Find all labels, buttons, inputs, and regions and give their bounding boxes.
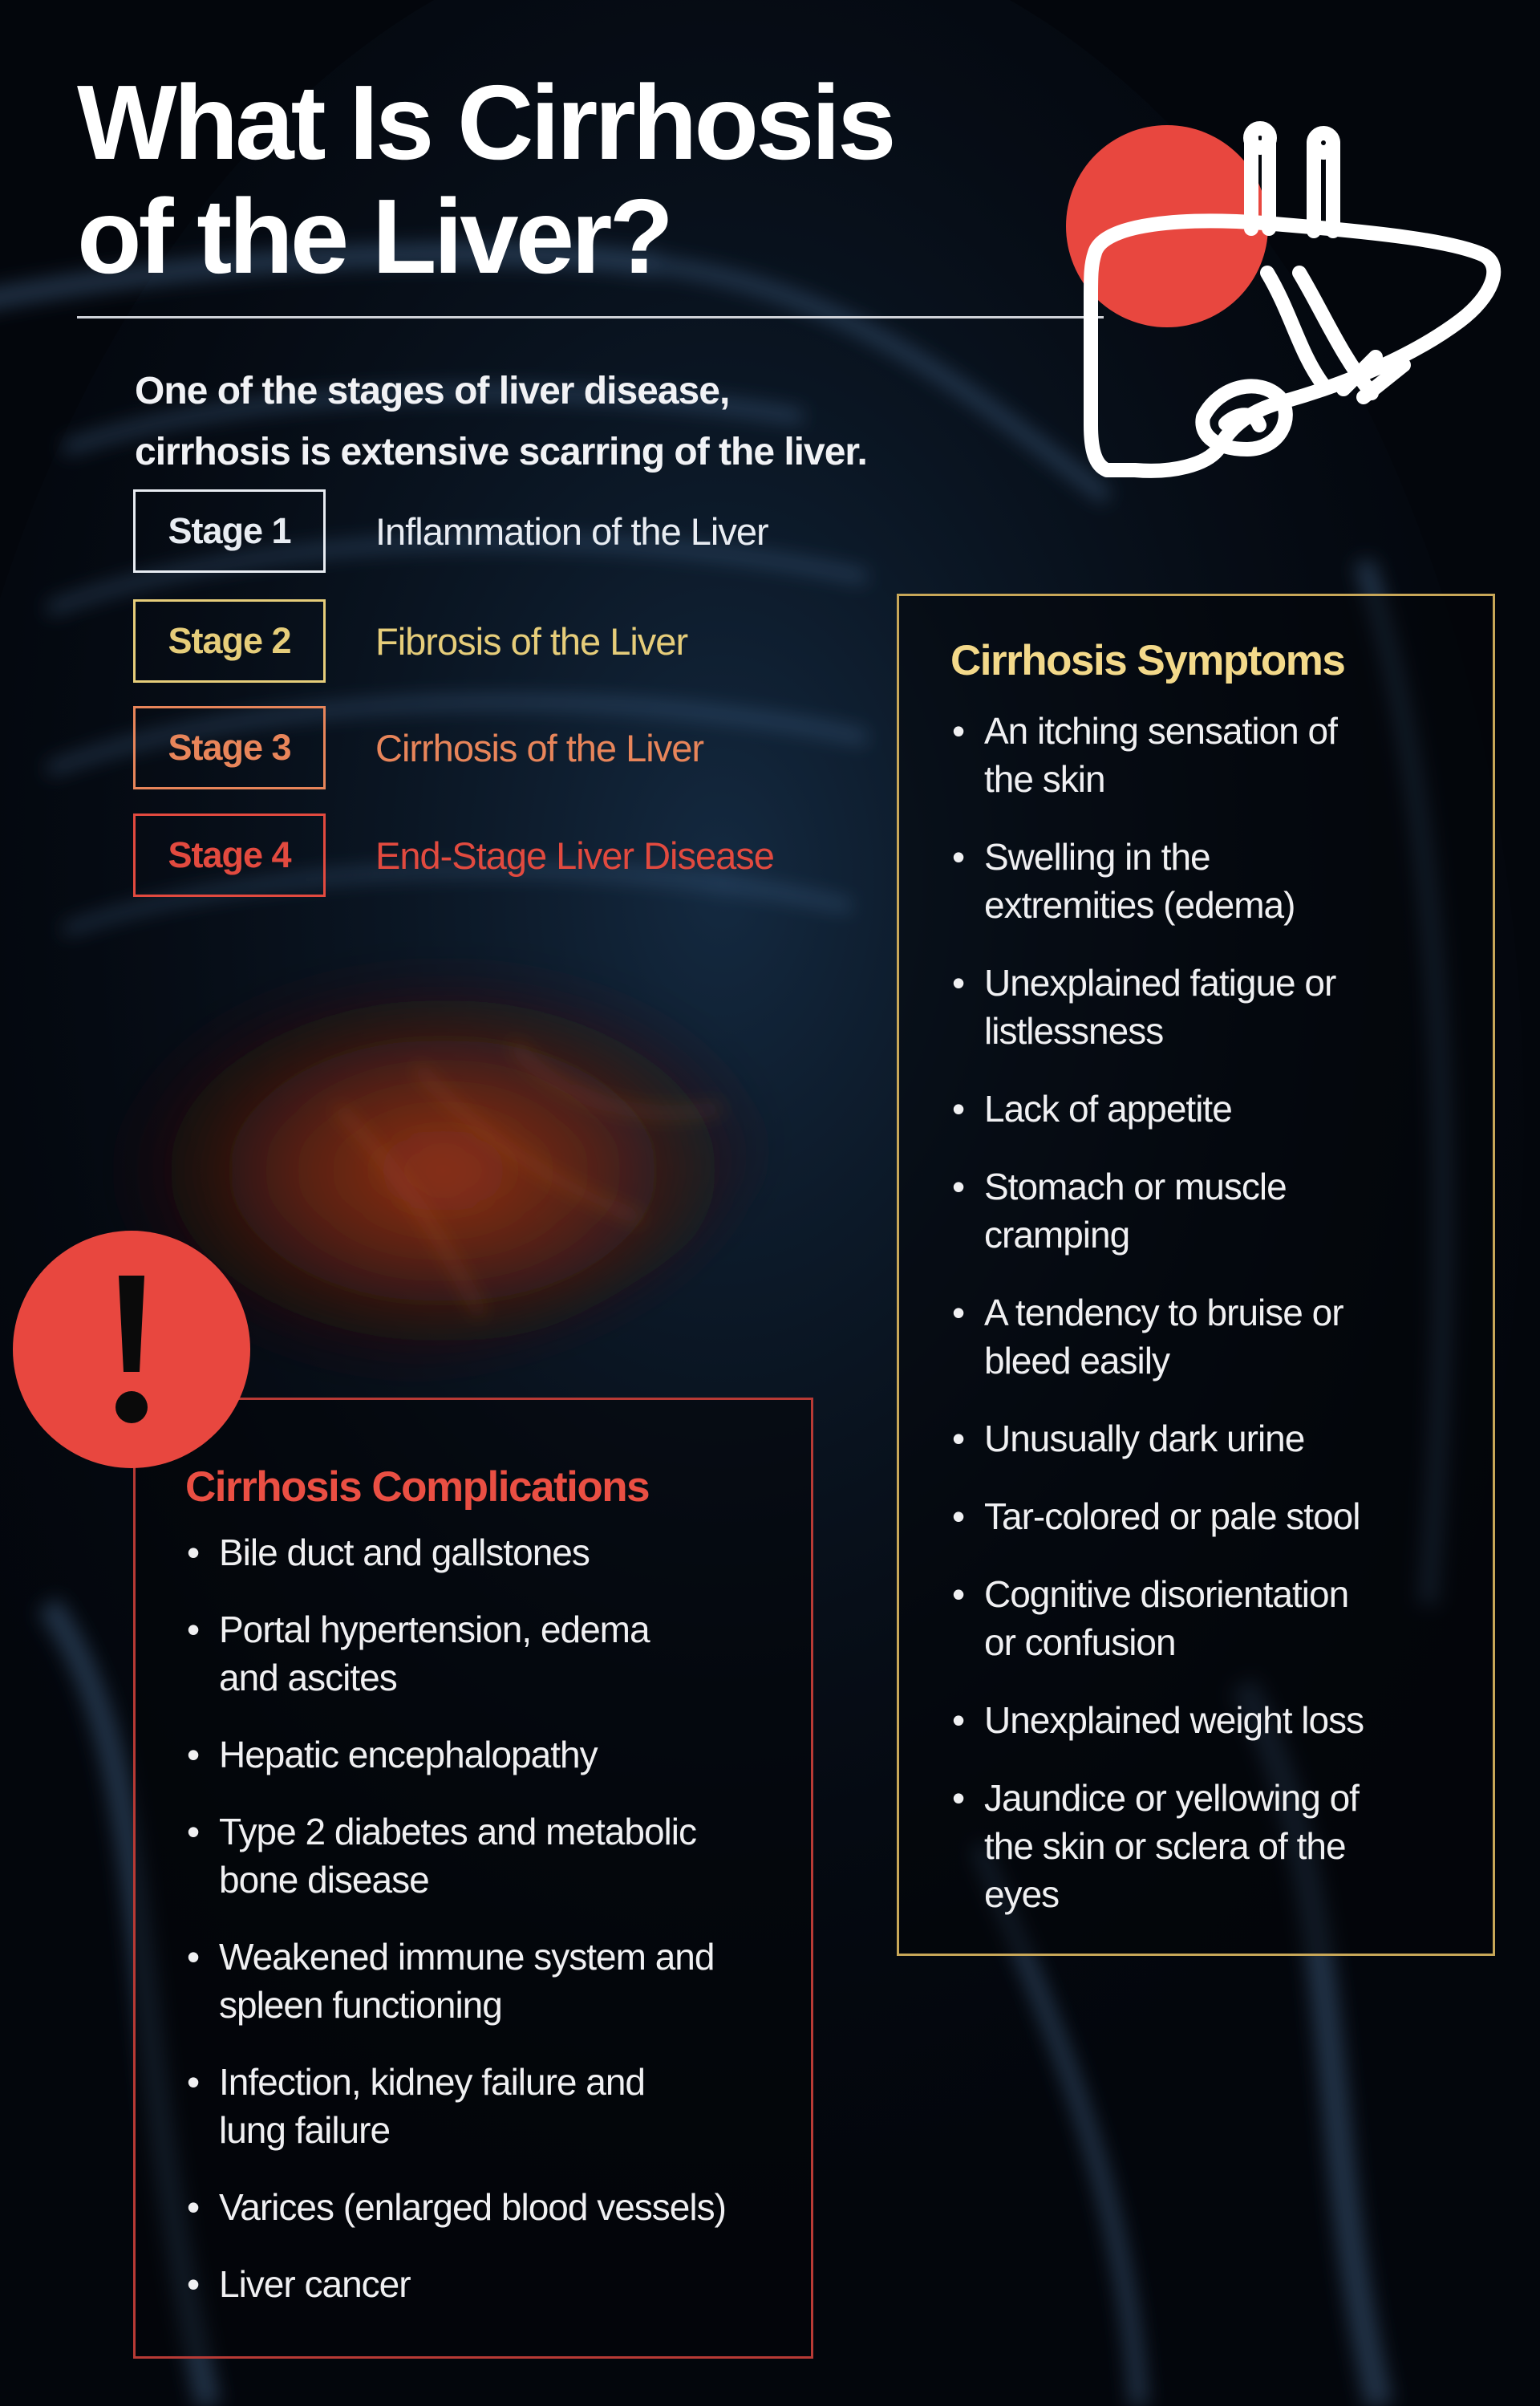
stage-label-box: Stage 1: [133, 489, 326, 573]
bullet-icon: •: [187, 1734, 200, 1775]
symptoms-item: [950, 1492, 1480, 1540]
complications-item-line: and ascites: [219, 1657, 397, 1698]
complications-item: [185, 1605, 811, 1702]
symptoms-title: Cirrhosis Symptoms: [950, 637, 1345, 684]
complications-item-line: Hepatic encephalopathy: [219, 1734, 598, 1775]
bullet-icon: •: [187, 1532, 200, 1573]
complications-panel: [133, 1398, 813, 2359]
symptoms-item: [950, 1162, 1480, 1259]
symptoms-item: [950, 833, 1480, 929]
symptoms-list: [950, 707, 1480, 1948]
stage-description: Inflammation of the Liver: [375, 509, 768, 553]
intro-line-1: One of the stages of liver disease,: [135, 370, 730, 412]
bullet-icon: •: [952, 1495, 965, 1537]
complications-list: [185, 1528, 811, 2337]
bullet-icon: •: [187, 2263, 200, 2305]
symptoms-item: [950, 1570, 1480, 1666]
complications-item-line: Infection, kidney failure and: [219, 2061, 646, 2103]
bullet-icon: •: [952, 1088, 965, 1130]
symptoms-item: [950, 1774, 1480, 1918]
bullet-icon: •: [187, 2061, 200, 2103]
symptoms-item-line: A tendency to bruise or: [984, 1292, 1343, 1333]
stage-label-box: Stage 3: [133, 706, 326, 789]
stage-description: End-Stage Liver Disease: [375, 834, 774, 877]
symptoms-item-line: bleed easily: [984, 1340, 1169, 1382]
symptoms-item: [950, 707, 1480, 803]
bullet-icon: •: [952, 1777, 965, 1819]
bullet-icon: •: [952, 1166, 965, 1207]
symptoms-item-line: Unexplained weight loss: [984, 1699, 1364, 1741]
symptoms-item-line: cramping: [984, 1214, 1130, 1256]
symptoms-item-line: or confusion: [984, 1621, 1176, 1663]
title-divider: [77, 316, 1104, 319]
stage-description: Fibrosis of the Liver: [375, 619, 688, 663]
stage-row-1: [133, 488, 768, 574]
complications-item: [185, 1933, 811, 2029]
bullet-icon: •: [952, 1418, 965, 1459]
complications-item-line: Bile duct and gallstones: [219, 1532, 590, 1573]
stage-description: Cirrhosis of the Liver: [375, 726, 703, 769]
complications-item: [185, 1730, 811, 1779]
symptoms-item-line: Lack of appetite: [984, 1088, 1232, 1130]
page-title: [77, 63, 1040, 295]
title-line-2: of the Liver?: [77, 177, 671, 295]
complications-title: Cirrhosis Complications: [185, 1463, 650, 1511]
complications-item-line: Weakened immune system and: [219, 1936, 715, 1978]
intro-text: [135, 361, 937, 483]
complications-item-line: spleen functioning: [219, 1984, 502, 2026]
symptoms-item-line: An itching sensation of: [984, 710, 1337, 752]
bullet-icon: •: [952, 1699, 965, 1741]
symptoms-item-line: extremities (edema): [984, 884, 1295, 926]
complications-item-line: Varices (enlarged blood vessels): [219, 2186, 726, 2228]
bullet-icon: •: [952, 1573, 965, 1615]
complications-item: [185, 1808, 811, 1904]
symptoms-item: [950, 1696, 1480, 1744]
symptoms-item-line: Jaundice or yellowing of: [984, 1777, 1359, 1819]
symptoms-item: [950, 1085, 1480, 1133]
bullet-icon: •: [952, 710, 965, 752]
complications-item-line: bone disease: [219, 1859, 429, 1901]
symptoms-item: [950, 1288, 1480, 1385]
symptoms-panel: [897, 594, 1495, 1956]
bullet-icon: •: [187, 2186, 200, 2228]
symptoms-item: [950, 959, 1480, 1055]
bullet-icon: •: [952, 962, 965, 1004]
symptoms-item-line: listlessness: [984, 1010, 1164, 1052]
complications-item-line: Type 2 diabetes and metabolic: [219, 1811, 696, 1852]
complications-item-line: Portal hypertension, edema: [219, 1609, 650, 1650]
complications-item: [185, 2058, 811, 2154]
stage-row-3: [133, 704, 703, 791]
complications-item: [185, 1528, 811, 1576]
symptoms-item-line: the skin: [984, 758, 1105, 800]
symptoms-item-line: eyes: [984, 1873, 1060, 1915]
complications-item-line: lung failure: [219, 2109, 391, 2151]
bullet-icon: •: [187, 1936, 200, 1978]
complications-item: [185, 2183, 811, 2231]
symptoms-item-line: Cognitive disorientation: [984, 1573, 1349, 1615]
intro-line-2: cirrhosis is extensive scarring of the liver.: [135, 431, 867, 473]
bullet-icon: •: [952, 1292, 965, 1333]
symptoms-item-line: Stomach or muscle: [984, 1166, 1287, 1207]
complications-item: [185, 2260, 811, 2308]
symptoms-item-line: Swelling in the: [984, 836, 1210, 878]
stage-label-box: Stage 2: [133, 599, 326, 683]
symptoms-item: [950, 1414, 1480, 1463]
symptoms-item-line: Tar-colored or pale stool: [984, 1495, 1360, 1537]
bullet-icon: •: [187, 1609, 200, 1650]
stage-label-box: Stage 4: [133, 813, 326, 897]
symptoms-item-line: Unexplained fatigue or: [984, 962, 1336, 1004]
title-line-1: What Is Cirrhosis: [77, 63, 894, 181]
bullet-icon: •: [187, 1811, 200, 1852]
symptoms-item-line: the skin or sclera of the: [984, 1825, 1346, 1867]
complications-item-line: Liver cancer: [219, 2263, 411, 2305]
bullet-icon: •: [952, 836, 965, 878]
liver-outline-icon: [1059, 120, 1508, 481]
stage-row-4: [133, 812, 774, 899]
exclamation-alert-icon: [11, 1229, 252, 1470]
stage-row-2: [133, 598, 687, 684]
symptoms-item-line: Unusually dark urine: [984, 1418, 1305, 1459]
